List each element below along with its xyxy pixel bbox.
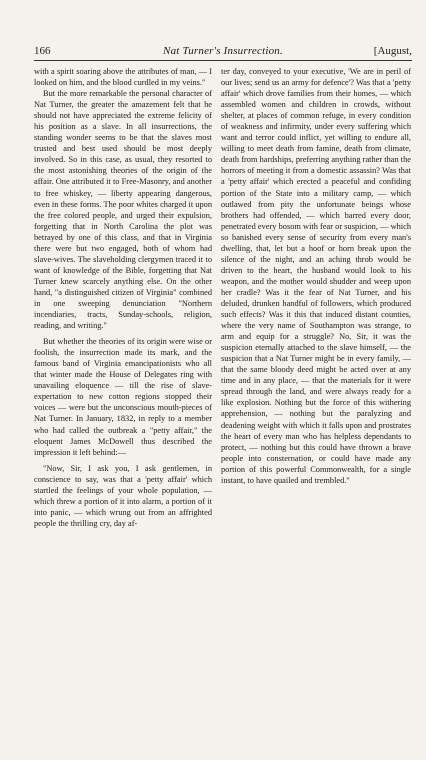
paragraph: with a spirit soaring above the attributes of man, — I looked on him, and the blood curdled in my veins." (34, 67, 212, 88)
right-column (221, 66, 411, 486)
page-number: 166 (34, 45, 51, 57)
paragraph: But the more remarkable the personal character of Nat Turner, the greater the amazement felt that he should not have appreciated the extreme felicity of his position as a slave. In all insurrections, the standing wonder seems to be that the slaves most trusted and best used should be most deeply involved. So in this case, as usual, they resorted to the most astonishing theories of the origin of the affair. One attributed it to Free-Masonry, and another to free whiskey, — liberty appearing dangerous, even in these forms. The poor whites charged it upon the free colored people, and urged their expulsion, forgetting that in North Carolina the plot was betrayed by one of this class, and that in Virginia there were but two engaged, both of whom had slave-wives. The slaveholding clergymen traced it to want of knowledge of the Bible, forgetting that Nat Turner knew scarcely anything else. On the other hand, "a distinguished citizen of Virginia" combined in one sweeping denunciation "Northern incendiaries, tracts, Sunday-schools, religion, reading, and writing." (34, 89, 212, 331)
paragraph: ter day, conveyed to your executive, 'We are in peril of our lives; send us an army for defence'? Was that a 'petty affair' which drove families from their homes, — which assembled women and children in crowds, without shelter, at places of common refuge, in every condition of weakness and infirmity, under every suffering which want and terror could inflict, yet willing to endure all, willing to meet death from famine, death from climate, death from hardships, preferring anything rather than the horrors of meeting it from a domestic assassin? Was that a 'petty affair' which erected a peaceful and confiding portion of the State into a military camp, — which outlawed from pity the unfortunate beings whose brothers had offended, — which barred every door, penetrated every bosom with fear or suspicion, — which so banished every sense of security from every man's dwelling, that, let but a hoof or horn break upon the silence of the night, and an aching throb would be driven to the heart, the husband would look to his weapon, and the mother would shudder and weep upon her cradle? Was it the fear of Nat Turner, and his deluded, drunken handful of followers, which produced such effects? Was it this that induced distant counties, where the very name of Southampton was strange, to arm and equip for a struggle? No, Sir, it was the suspicion eternally attached to the slave himself, — the suspicion that a Nat Turner might be in every family, — that the same bloody deed might be acted over at any time and in any place, — that the materials for it were spread through the land, and were always ready for a like explosion. Nothing but the force of this withering apprehension, — nothing but the paralyzing and deadening weight with which it falls upon and prostrates the heart of every man who has helpless dependants to protect, — nothing but this could have thrown a brave people into consternation, or could have made any portion of this powerful Commonwealth, for a single instant, to have quailed and trembled." (221, 67, 411, 485)
running-header (34, 44, 412, 58)
paragraph: "Now, Sir, I ask you, I ask gentlemen, in conscience to say, was that a 'petty affair' which startled the feelings of your whole population, — which threw a portion of it into alarm, a portion of it into panic, — which wrung out from an affrighted people the thrilling cry, day af- (34, 463, 212, 528)
paragraph: But whether the theories of its origin were wise or foolish, the insurrection made its mark, and the famous band of Virginia emancipationists who all that winter made the House of Delegates ring with unavailing eloquence — till the rise of slave-expertation to new cotton regions stopped their voices — were but the unconscious mouth-pieces of Nat Turner. In January, 1832, in reply to a member who had called the outbreak a "petty affair," the eloquent James McDowell thus described the impression it left behind:— (34, 337, 212, 457)
running-date: [August, (373, 45, 412, 57)
header-rule (34, 60, 412, 61)
left-column (34, 66, 212, 529)
running-title: Nat Turner's Insurrection. (163, 45, 283, 57)
